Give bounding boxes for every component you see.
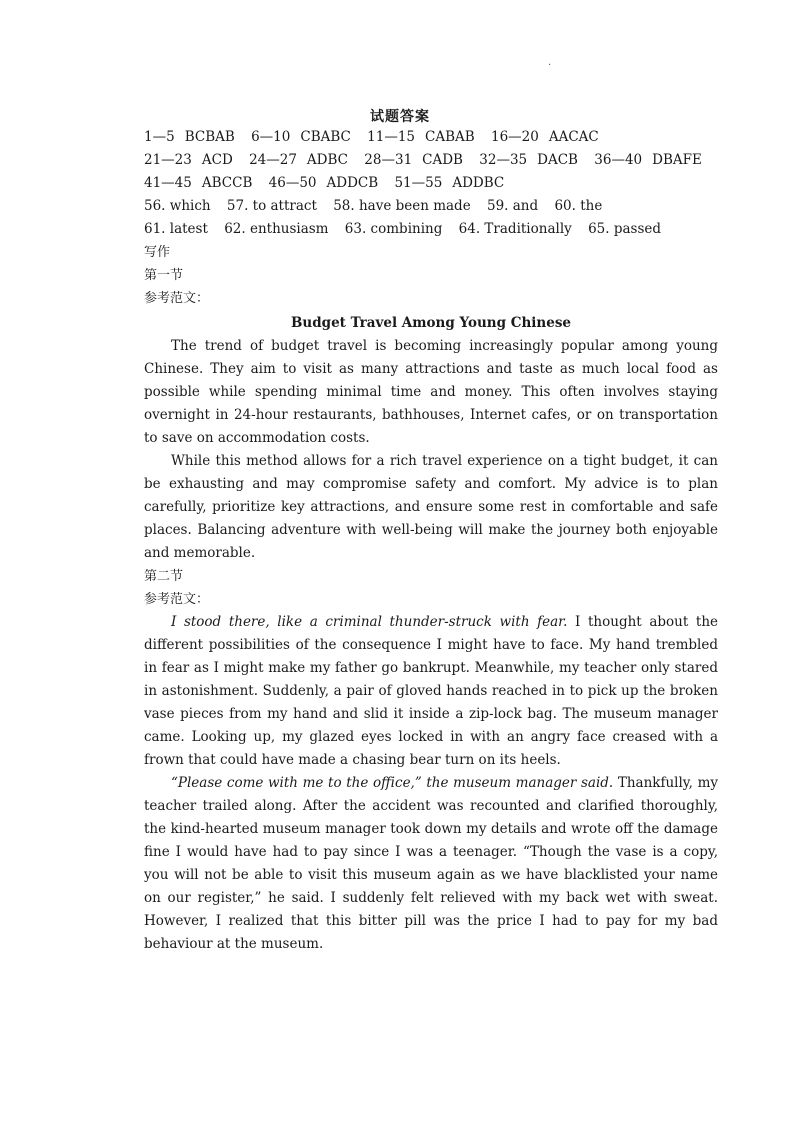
given-opening-sentence: “Please come with me to the office,” the museum manager said.	[171, 775, 614, 791]
given-opening-sentence: I stood there, like a criminal thunder-struck with fear.	[171, 614, 568, 630]
choice-answers	[144, 126, 718, 195]
essay-paragraph: While this method allows for a rich travel experience on a tight budget, it can be exhausting and may compromise safety and comfort. My advice is to plan carefully, prioritize key attractions, and ensure some rest in comfortable and safe places. Balancing adventure with well-being will make the journey both enjoyable and memorable.	[144, 453, 718, 561]
answer-row	[144, 149, 718, 172]
writing-heading: 写作	[144, 245, 171, 260]
answer-group: 1—5 BCBAB	[144, 129, 235, 145]
answer-row	[144, 172, 718, 195]
answer-group: 32—35 DACB	[479, 152, 578, 168]
answer-row	[144, 126, 718, 149]
answer-group: 6—10 CBABC	[251, 129, 351, 145]
fill-answers	[144, 195, 718, 241]
essay-title: Budget Travel Among Young Chinese	[290, 315, 572, 331]
story-paragraph: “Please come with me to the office,” the museum manager said. Thankfully, my teacher trailed along. After the accident was recounted and clarified thoroughly, the kind-hearted museum manager took down my details and wrote off the damage fine I would have had to pay since I was a teenager. “Though the vase is a copy, you will not be able to visit this museum again as we have blacklisted your name on our register,” he said. I suddenly felt relieved with my back wet with sweat. However, I realized that this bitter pill was the price I had to pay for my bad behaviour at the museum.	[144, 775, 718, 952]
answer-group: 21—23 ACD	[144, 152, 233, 168]
answer-group: 51—55 ADDBC	[394, 175, 505, 191]
fill-row: 56. which 57. to attract 58. have been made 59. and 60. the	[144, 198, 603, 214]
section2-heading: 第二节	[144, 569, 184, 584]
answer-group: 16—20 AACAC	[490, 129, 599, 145]
stray-mark: ·	[548, 60, 552, 71]
section2-ref-label: 参考范文：	[144, 592, 210, 607]
fill-row: 61. latest 62. enthusiasm 63. combining 64. Traditionally 65. passed	[144, 221, 662, 237]
answer-group: 36—40 DBAFE	[594, 152, 702, 168]
page-title: 试题答案	[370, 109, 430, 125]
content	[144, 126, 718, 956]
answer-group: 41—45 ABCCB	[144, 175, 253, 191]
section1-heading: 第一节	[144, 268, 184, 283]
answer-group: 46—50 ADDCB	[268, 175, 379, 191]
story-paragraph: I stood there, like a criminal thunder-struck with fear. I thought about the different possibilities of the consequence I might have to face. My hand trembled in fear as I might make my father go bankrupt. Meanwhile, my teacher only stared in astonishment. Suddenly, a pair of gloved hands reached in to pick up the broken vase pieces from my hand and slid it inside a zip-lock bag. The museum manager came. Looking up, my glazed eyes locked in with an angry face creased with a frown that could have made a chasing bear turn on its heels.	[144, 614, 718, 768]
essay-paragraph: The trend of budget travel is becoming increasingly popular among young Chinese. They aim to visit as many attractions and taste as much local food as possible while spending minimal time and money. This often involves staying overnight in 24-hour restaurants, bathhouses, Internet cafes, or on transportation to save on accommodation costs.	[144, 338, 718, 446]
section1-ref-label: 参考范文：	[144, 291, 210, 306]
answer-group: 11—15 CABAB	[367, 129, 475, 145]
answer-group: 24—27 ADBC	[249, 152, 348, 168]
answer-group: 28—31 CADB	[364, 152, 463, 168]
